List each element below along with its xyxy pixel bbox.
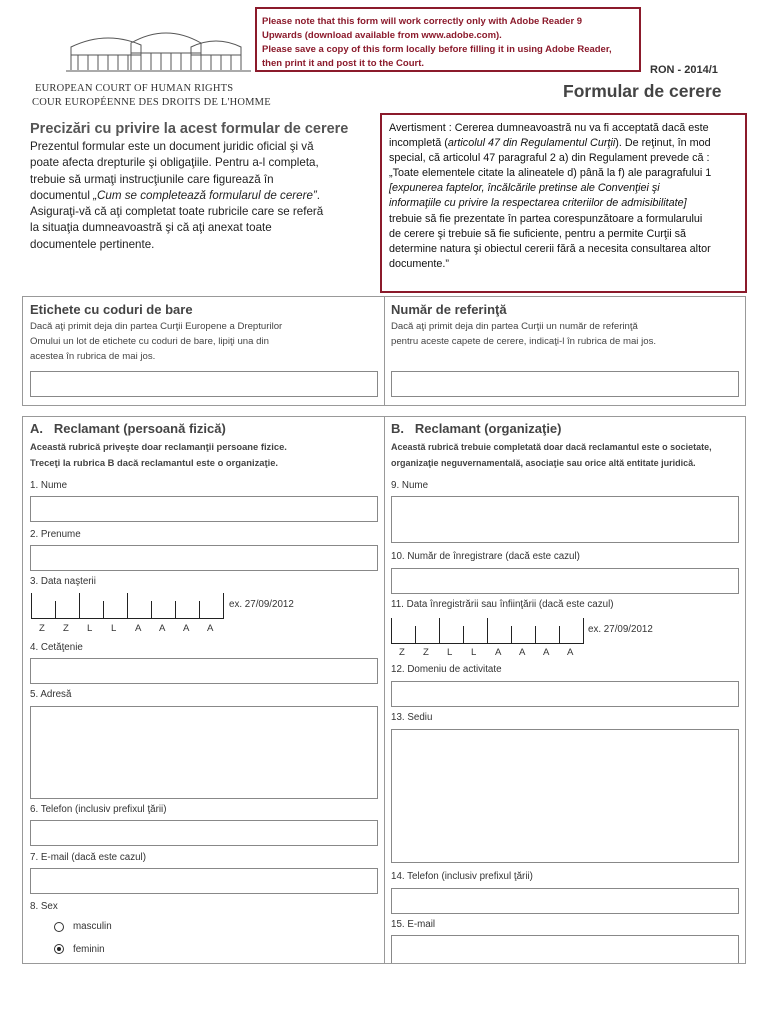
address-field[interactable]: [30, 706, 378, 799]
date-digit-divider: [31, 601, 32, 619]
phone-label: 6. Telefon (inclusiv prefixul ţării): [30, 804, 167, 815]
warning-part: incompletă (: [389, 137, 448, 150]
notice-line: Please note that this form will work correctly only with Adobe Reader 9: [262, 16, 583, 27]
date-digit-divider: [391, 626, 392, 644]
registration-date-field[interactable]: [391, 618, 583, 644]
date-digit-divider: [175, 601, 176, 619]
section-b-letter: B.: [391, 421, 404, 436]
date-digit-divider: [415, 626, 416, 644]
court-name-en: EUROPEAN COURT OF HUMAN RIGHTS: [35, 83, 234, 94]
date-format-letter: L: [111, 623, 117, 634]
date-digit-divider: [55, 601, 56, 619]
sex-masculin-label: masculin: [73, 921, 112, 932]
description-line: Această rubrică priveşte doar reclamanţii persoane fizice.: [30, 441, 287, 452]
sex-feminin-radio[interactable]: [54, 944, 64, 954]
org-email-field[interactable]: [391, 935, 739, 963]
nationality-label: 4. Cetăţenie: [30, 642, 83, 653]
sex-label: 8. Sex: [30, 901, 58, 912]
warning-line: determine natura şi obiectul cererii fără a necesita consultarea altor: [389, 242, 711, 255]
org-name-field[interactable]: [391, 496, 739, 543]
headquarters-field[interactable]: [391, 729, 739, 863]
instruction-line: Dacă aţi primit deja din partea Curţii un număr de referinţă: [391, 321, 638, 332]
sex-feminin-label: feminin: [73, 944, 105, 955]
warning-part: articolul 47 din Regulamentul Curţii: [447, 137, 616, 150]
warning-box: [380, 113, 747, 293]
barcode-field[interactable]: [30, 371, 378, 397]
date-digit-divider: [511, 626, 512, 644]
date-digit-divider: [79, 593, 80, 619]
reference-instructions: [391, 319, 656, 349]
description-line: Treceţi la rubrica B dacă reclamantul este o organizaţie.: [30, 457, 279, 468]
intro-line: la situaţia dumneavoastră şi că aţi anexat toate: [30, 221, 272, 235]
address-label: 5. Adresă: [30, 689, 72, 700]
barcode-title: Etichete cu coduri de bare: [30, 302, 193, 317]
date-digit-divider: [223, 593, 224, 619]
date-digit-divider: [559, 626, 560, 644]
headquarters-label: 13. Sediu: [391, 712, 433, 723]
email-label: 7. E-mail (dacă este cazul): [30, 852, 146, 863]
date-format-letter: A: [495, 647, 502, 658]
phone-field[interactable]: [30, 820, 378, 846]
registration-date-label: 11. Data înregistrării sau înfiinţării (dacă este cazul): [391, 599, 614, 610]
birth-date-field[interactable]: [31, 593, 223, 619]
intro-title: Precizări cu privire la acest formular de cerere: [30, 121, 349, 137]
instruction-line: Dacă aţi primit deja din partea Curţii Europene a Drepturilor: [30, 321, 283, 332]
date-format-letter: Z: [423, 647, 429, 658]
reference-title: Număr de referinţă: [391, 302, 507, 317]
date-format-letter: L: [447, 647, 453, 658]
instruction-line: Omului un lot de etichete cu coduri de bare, lipiţi una din: [30, 336, 269, 347]
instruction-line: acestea în rubrica de mai jos.: [30, 351, 156, 362]
last-name-field[interactable]: [30, 496, 378, 522]
date-format-letter: A: [183, 623, 190, 634]
intro-line: Asiguraţi-vă că aţi completat toate rubricile care se referă: [30, 205, 324, 219]
intro-line: Prezentul formular este un document juridic oficial şi vă: [30, 140, 314, 153]
first-name-label: 2. Prenume: [30, 529, 81, 540]
registration-number-field[interactable]: [391, 568, 739, 594]
intro-text-part: .: [316, 188, 320, 202]
intro-line: [30, 188, 375, 204]
last-name-label: 1. Nume: [30, 480, 68, 491]
intro-text-part: documentul: [30, 188, 94, 202]
date-digit-divider: [463, 626, 464, 644]
reference-number-field[interactable]: [391, 371, 739, 397]
warning-line: „Toate elementele citate la alineatele d) până la f) ale paragrafului 1: [389, 167, 712, 180]
registration-date-format: [391, 647, 583, 659]
form-code: RON - 2014/1: [650, 64, 718, 76]
date-digit-divider: [127, 593, 128, 619]
date-digit-divider: [487, 618, 488, 644]
date-digit-divider: [151, 601, 152, 619]
warning-line: trebuie să fie prezentate în partea corespunzătoare a formularului: [389, 212, 703, 225]
panel-divider: [384, 417, 385, 963]
registration-number-label: 10. Număr de înregistrare (dacă este cazul): [391, 551, 580, 562]
section-a-letter: A.: [30, 421, 43, 436]
barcode-instructions: [30, 319, 282, 364]
nationality-field[interactable]: [30, 658, 378, 684]
intro-text: [30, 139, 375, 253]
section-b-description: [391, 439, 712, 471]
birth-date-format: [31, 623, 223, 635]
date-format-letter: A: [207, 623, 214, 634]
date-format-letter: A: [159, 623, 166, 634]
warning-line: documente.”: [389, 257, 450, 270]
sex-masculin-radio[interactable]: [54, 922, 64, 932]
date-format-letter: A: [135, 623, 142, 634]
court-building-icon: [66, 25, 256, 75]
date-digit-divider: [103, 601, 104, 619]
description-line: Această rubrică trebuie completată doar dacă reclamantul este o societate,: [391, 442, 712, 452]
court-name-fr: COUR EUROPÉENNE DES DROITS DE L'HOMME: [32, 97, 271, 108]
org-phone-label: 14. Telefon (inclusiv prefixul ţării): [391, 871, 533, 882]
warning-line: special, că articolul 47 paragraful 2 a) din Regulament prevede că :: [389, 152, 710, 165]
registration-date-example: ex. 27/09/2012: [588, 624, 653, 635]
section-a-title: Reclamant (persoană fizică): [53, 421, 226, 436]
intro-line: trebuie să urmaţi instrucţiunile care figurează în: [30, 172, 274, 186]
form-title: Formular de cerere: [563, 81, 722, 101]
date-digit-divider: [199, 601, 200, 619]
notice-line: then print it and post it to the Court.: [262, 58, 425, 69]
date-format-letter: A: [543, 647, 550, 658]
warning-line: Avertisment : Cererea dumneavoastră nu va fi acceptată dacă este: [389, 122, 709, 134]
activity-field[interactable]: [391, 681, 739, 707]
panel-divider: [384, 297, 385, 405]
birth-date-label: 3. Data naşterii: [30, 576, 96, 587]
date-digit-divider: [535, 626, 536, 644]
date-format-letter: Z: [399, 647, 405, 658]
section-a-description: [30, 439, 287, 471]
barcode-reference-panel: [22, 296, 746, 406]
email-field[interactable]: [30, 868, 378, 894]
date-format-letter: Z: [39, 623, 45, 634]
org-phone-field[interactable]: [391, 888, 739, 914]
adobe-notice-box: [255, 7, 641, 72]
date-format-letter: A: [519, 647, 526, 658]
date-digit-divider: [439, 618, 440, 644]
section-b-header: [391, 421, 562, 436]
warning-line: de cerere şi trebuie să fie suficiente, pentru a permite Curţii să: [389, 227, 687, 240]
date-digit-divider: [583, 618, 584, 644]
birth-date-example: ex. 27/09/2012: [229, 599, 294, 610]
org-email-label: 15. E-mail: [391, 919, 436, 930]
applicant-panel: [22, 416, 746, 964]
date-format-letter: A: [567, 647, 574, 658]
court-logo: [30, 25, 270, 115]
description-line: organizaţie neguvernamentală, asociaţie sau orice altă entitate juridică.: [391, 458, 696, 468]
intro-line: poate afecta drepturile şi obligaţiile. Pentru a-l completa,: [30, 156, 319, 170]
date-format-letter: L: [471, 647, 477, 658]
intro-line: documentele pertinente.: [30, 237, 155, 251]
section-a-header: [30, 421, 226, 436]
org-name-label: 9. Nume: [391, 480, 429, 491]
instruction-line: pentru aceste capete de cerere, indicaţi-l în rubrica de mai jos.: [391, 336, 657, 347]
notice-line: Upwards (download available from www.adobe.com).: [262, 30, 502, 41]
guide-document-link: „Cum se completează formularul de cerere”: [93, 188, 317, 202]
first-name-field[interactable]: [30, 545, 378, 571]
warning-line: [389, 136, 738, 151]
notice-line: Please save a copy of this form locally before filling it in using Adobe Reader,: [262, 44, 612, 55]
date-format-letter: L: [87, 623, 93, 634]
warning-line: informaţiile cu privire la respectarea criteriilor de admisibilitate]: [389, 197, 687, 210]
section-b-title: Reclamant (organizaţie): [414, 421, 562, 436]
warning-part: ). De reţinut, în mod: [615, 137, 711, 150]
date-format-letter: Z: [63, 623, 69, 634]
warning-line: [expunerea faptelor, încălcările pretinse ale Convenţiei şi: [389, 182, 660, 195]
activity-label: 12. Domeniu de activitate: [391, 664, 502, 675]
